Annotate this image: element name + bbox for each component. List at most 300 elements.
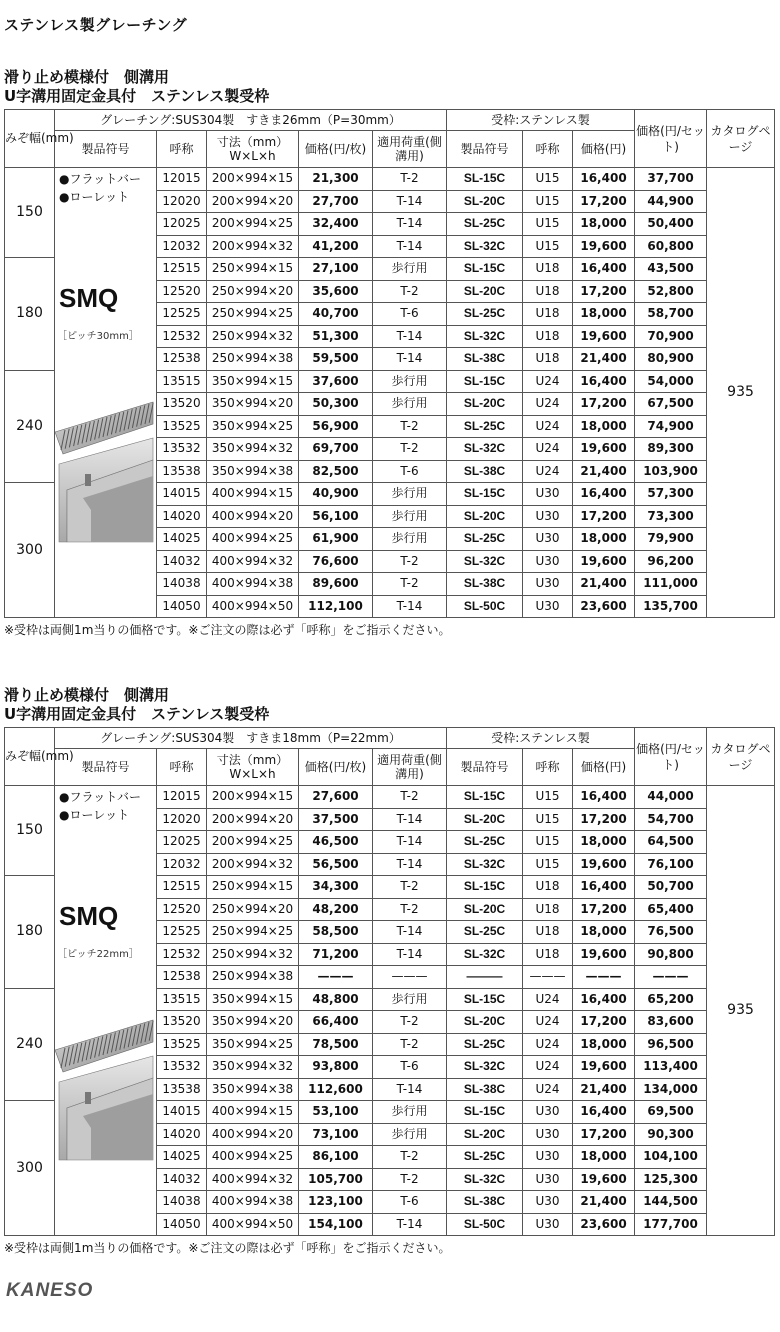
set-price-cell: 90,800 (635, 943, 707, 966)
price-cell: 76,600 (299, 550, 373, 573)
load-cell: T-14 (373, 595, 447, 618)
name-header: 呼称 (157, 131, 207, 168)
load-cell: T-14 (373, 943, 447, 966)
load-cell: T-14 (373, 921, 447, 944)
frame-code-cell: SL-38C (447, 460, 523, 483)
load-cell: 歩行用 (373, 483, 447, 506)
set-price-cell: 104,100 (635, 1146, 707, 1169)
name-cell: 12015 (157, 786, 207, 809)
frame-price-cell: 16,400 (573, 483, 635, 506)
frame-price-cell: 21,400 (573, 348, 635, 371)
price-cell: 105,700 (299, 1168, 373, 1191)
set-price-cell: 54,700 (635, 808, 707, 831)
frame-name-cell: U18 (523, 325, 573, 348)
frame-price-cell: 19,600 (573, 1168, 635, 1191)
frame-code-cell: SL-20C (447, 898, 523, 921)
set-price-cell: 58,700 (635, 303, 707, 326)
width-cell: 240 (5, 988, 55, 1101)
price-cell: 48,200 (299, 898, 373, 921)
frame-name-header: 呼称 (523, 749, 573, 786)
dims-cell: 400×994×20 (207, 1123, 299, 1146)
name-cell: 12515 (157, 876, 207, 899)
frame-name-cell: U15 (523, 853, 573, 876)
price-each-header: 価格(円/枚) (299, 749, 373, 786)
name-cell: 13538 (157, 1078, 207, 1101)
set-price-cell: 90,300 (635, 1123, 707, 1146)
name-cell: 13515 (157, 370, 207, 393)
frame-price-cell: 16,400 (573, 258, 635, 281)
frame-name-cell: U30 (523, 1101, 573, 1124)
feature-knurled: ●ローレット (59, 808, 130, 822)
load-cell: T-6 (373, 1056, 447, 1079)
name-cell: 14038 (157, 1191, 207, 1214)
frame-name-cell: U24 (523, 1011, 573, 1034)
load-header: 適用荷重(側溝用) (373, 749, 447, 786)
set-price-cell: 135,700 (635, 595, 707, 618)
load-cell: T-2 (373, 573, 447, 596)
feature-flatbar: ●フラットバー (59, 172, 141, 186)
catalog-page-cell: 935 (707, 786, 775, 1236)
frame-price-cell: 19,600 (573, 1056, 635, 1079)
frame-header: 受枠:ステンレス製 (447, 110, 635, 131)
frame-name-cell: U24 (523, 370, 573, 393)
dims-cell: 250×994×32 (207, 325, 299, 348)
frame-price-cell: 17,200 (573, 280, 635, 303)
frame-name-cell: U15 (523, 235, 573, 258)
dims-cell: 200×994×25 (207, 831, 299, 854)
set-price-cell: 70,900 (635, 325, 707, 348)
footnote: ※受枠は両側1m当りの価格です。※ご注文の際は必ず「呼称」をご指示ください。 (4, 1241, 451, 1255)
set-price-cell: 144,500 (635, 1191, 707, 1214)
frame-name-header: 呼称 (523, 131, 573, 168)
width-header: みぞ幅(mm) (5, 110, 55, 168)
dims-cell: 350×994×38 (207, 460, 299, 483)
grating-header: グレーチング:SUS304製 すきま26mm（P=30mm） (55, 110, 447, 131)
feature-knurled: ●ローレット (59, 190, 130, 204)
frame-price-cell: 18,000 (573, 831, 635, 854)
dims-cell: 400×994×15 (207, 483, 299, 506)
name-cell: 12515 (157, 258, 207, 281)
footnote: ※受枠は両側1m当りの価格です。※ご注文の際は必ず「呼称」をご指示ください。 (4, 623, 451, 637)
frame-price-cell: 21,400 (573, 1191, 635, 1214)
dims-cell: 350×994×20 (207, 1011, 299, 1034)
price-cell: 27,600 (299, 786, 373, 809)
frame-price-cell: 19,600 (573, 325, 635, 348)
frame-price-cell: ——— (573, 966, 635, 989)
frame-name-cell: U18 (523, 943, 573, 966)
set-price-cell: 96,200 (635, 550, 707, 573)
price-cell: 34,300 (299, 876, 373, 899)
name-cell: 14032 (157, 550, 207, 573)
price-cell: 82,500 (299, 460, 373, 483)
name-cell: 13525 (157, 1033, 207, 1056)
name-cell: 14020 (157, 1123, 207, 1146)
price-cell: 51,300 (299, 325, 373, 348)
load-cell: 歩行用 (373, 505, 447, 528)
name-cell: 14032 (157, 1168, 207, 1191)
frame-price-cell: 19,600 (573, 853, 635, 876)
table-row (5, 786, 775, 809)
dims-cell: 350×994×32 (207, 438, 299, 461)
dims-cell: 350×994×15 (207, 988, 299, 1011)
product-cell (55, 786, 157, 1236)
load-cell: T-2 (373, 1011, 447, 1034)
load-cell: T-2 (373, 1146, 447, 1169)
name-cell: 12532 (157, 943, 207, 966)
dims-cell: 400×994×32 (207, 550, 299, 573)
name-cell: 12020 (157, 190, 207, 213)
grating-product-image (55, 402, 153, 549)
name-cell: 13538 (157, 460, 207, 483)
set-price-cell: 80,900 (635, 348, 707, 371)
set-price-header: 価格(円/セット) (635, 110, 707, 168)
frame-code-cell: SL-20C (447, 280, 523, 303)
frame-name-cell: U24 (523, 988, 573, 1011)
price-cell: 40,700 (299, 303, 373, 326)
name-cell: 13525 (157, 415, 207, 438)
frame-name-cell: U30 (523, 550, 573, 573)
dims-cell: 250×994×32 (207, 943, 299, 966)
width-cell: 300 (5, 483, 55, 618)
frame-price-cell: 16,400 (573, 876, 635, 899)
set-price-cell: 76,100 (635, 853, 707, 876)
smq-logo: SMQ (59, 901, 119, 931)
frame-price-cell: 16,400 (573, 370, 635, 393)
frame-code-cell: SL-25C (447, 213, 523, 236)
dims-header: 寸法（mm）W×L×h (207, 749, 299, 786)
frame-name-cell: ——— (523, 966, 573, 989)
frame-code-cell: SL-15C (447, 988, 523, 1011)
frame-name-cell: U30 (523, 505, 573, 528)
load-cell: 歩行用 (373, 1123, 447, 1146)
frame-name-cell: U30 (523, 573, 573, 596)
set-price-cell: 177,700 (635, 1213, 707, 1236)
width-cell: 180 (5, 258, 55, 371)
set-price-cell: 44,000 (635, 786, 707, 809)
load-cell: T-14 (373, 853, 447, 876)
price-cell: 69,700 (299, 438, 373, 461)
set-price-cell: 111,000 (635, 573, 707, 596)
dims-cell: 200×994×32 (207, 853, 299, 876)
name-cell: 12032 (157, 853, 207, 876)
load-cell: T-2 (373, 168, 447, 191)
name-cell: 12025 (157, 831, 207, 854)
name-cell: 13520 (157, 393, 207, 416)
frame-price-cell: 18,000 (573, 303, 635, 326)
dims-cell: 250×994×20 (207, 280, 299, 303)
dims-cell: 200×994×15 (207, 168, 299, 191)
price-cell: 78,500 (299, 1033, 373, 1056)
set-price-cell: 134,000 (635, 1078, 707, 1101)
width-cell: 150 (5, 786, 55, 876)
frame-code-cell: SL-32C (447, 1168, 523, 1191)
set-price-cell: 83,600 (635, 1011, 707, 1034)
dims-cell: 350×994×25 (207, 1033, 299, 1056)
frame-code-cell: SL-20C (447, 1011, 523, 1034)
price-cell: 40,900 (299, 483, 373, 506)
frame-price-cell: 17,200 (573, 1011, 635, 1034)
name-cell: 14020 (157, 505, 207, 528)
dims-header: 寸法（mm）W×L×h (207, 131, 299, 168)
page-title: ステンレス製グレーチング (4, 16, 188, 34)
product-code-header: 製品符号 (55, 131, 157, 168)
frame-code-cell: SL-25C (447, 1033, 523, 1056)
dims-cell: 200×994×20 (207, 190, 299, 213)
grating-header: グレーチング:SUS304製 すきま18mm（P=22mm） (55, 728, 447, 749)
name-cell: 12025 (157, 213, 207, 236)
name-cell: 12532 (157, 325, 207, 348)
frame-code-cell: SL-20C (447, 190, 523, 213)
price-cell: 46,500 (299, 831, 373, 854)
dims-cell: 350×994×20 (207, 393, 299, 416)
price-cell: 35,600 (299, 280, 373, 303)
catalog-page-cell: 935 (707, 168, 775, 618)
load-cell: T-2 (373, 280, 447, 303)
frame-name-cell: U18 (523, 876, 573, 899)
price-table (4, 109, 775, 618)
dims-cell: 250×994×15 (207, 876, 299, 899)
frame-name-cell: U30 (523, 1146, 573, 1169)
frame-code-cell: SL-25C (447, 1146, 523, 1169)
load-cell: T-14 (373, 831, 447, 854)
price-cell: 48,800 (299, 988, 373, 1011)
set-price-cell: 103,900 (635, 460, 707, 483)
frame-code-cell: SL-20C (447, 808, 523, 831)
price-cell: 59,500 (299, 348, 373, 371)
frame-price-cell: 21,400 (573, 460, 635, 483)
dims-cell: 250×994×20 (207, 898, 299, 921)
name-cell: 14025 (157, 1146, 207, 1169)
frame-name-cell: U30 (523, 1213, 573, 1236)
frame-code-cell: SL-32C (447, 943, 523, 966)
frame-name-cell: U24 (523, 438, 573, 461)
dims-cell: 200×994×32 (207, 235, 299, 258)
frame-code-cell: SL-32C (447, 550, 523, 573)
frame-price-cell: 18,000 (573, 1033, 635, 1056)
load-cell: T-14 (373, 1078, 447, 1101)
frame-code-cell: SL-15C (447, 258, 523, 281)
frame-price-cell: 17,200 (573, 1123, 635, 1146)
load-cell: T-2 (373, 876, 447, 899)
price-cell: 21,300 (299, 168, 373, 191)
price-cell: 50,300 (299, 393, 373, 416)
price-cell: ——— (299, 966, 373, 989)
load-cell: T-2 (373, 1168, 447, 1191)
frame-name-cell: U30 (523, 1168, 573, 1191)
dims-cell: 400×994×50 (207, 1213, 299, 1236)
frame-code-cell: ——— (447, 966, 523, 989)
price-cell: 56,100 (299, 505, 373, 528)
frame-name-cell: U18 (523, 258, 573, 281)
frame-code-cell: SL-32C (447, 853, 523, 876)
set-price-cell: 44,900 (635, 190, 707, 213)
name-cell: 12020 (157, 808, 207, 831)
set-price-cell: 37,700 (635, 168, 707, 191)
load-cell: T-2 (373, 415, 447, 438)
dims-cell: 400×994×25 (207, 1146, 299, 1169)
price-cell: 73,100 (299, 1123, 373, 1146)
name-cell: 14050 (157, 1213, 207, 1236)
set-price-cell: 60,800 (635, 235, 707, 258)
set-price-cell: 67,500 (635, 393, 707, 416)
frame-price-cell: 18,000 (573, 415, 635, 438)
dims-cell: 200×994×15 (207, 786, 299, 809)
load-cell: T-2 (373, 438, 447, 461)
price-cell: 112,100 (299, 595, 373, 618)
name-cell: 12538 (157, 348, 207, 371)
frame-code-cell: SL-15C (447, 483, 523, 506)
load-cell: T-14 (373, 348, 447, 371)
frame-price-cell: 17,200 (573, 393, 635, 416)
frame-price-cell: 17,200 (573, 898, 635, 921)
frame-price-cell: 16,400 (573, 786, 635, 809)
load-cell: T-2 (373, 898, 447, 921)
feature-flatbar: ●フラットバー (59, 790, 141, 804)
load-cell: T-2 (373, 786, 447, 809)
price-cell: 37,600 (299, 370, 373, 393)
frame-header: 受枠:ステンレス製 (447, 728, 635, 749)
price-cell: 37,500 (299, 808, 373, 831)
smq-logo: SMQ (59, 283, 119, 313)
price-each-header: 価格(円/枚) (299, 131, 373, 168)
load-cell: T-6 (373, 1191, 447, 1214)
set-price-cell: 96,500 (635, 1033, 707, 1056)
frame-name-cell: U18 (523, 898, 573, 921)
frame-code-cell: SL-25C (447, 303, 523, 326)
section-subtitle: U字溝用固定金具付 ステンレス製受枠 (4, 705, 270, 723)
frame-code-cell: SL-50C (447, 595, 523, 618)
frame-price-cell: 21,400 (573, 1078, 635, 1101)
dims-cell: 400×994×15 (207, 1101, 299, 1124)
name-cell: 12520 (157, 898, 207, 921)
dims-cell: 400×994×32 (207, 1168, 299, 1191)
load-cell: T-14 (373, 808, 447, 831)
load-cell: T-14 (373, 190, 447, 213)
frame-name-cell: U15 (523, 168, 573, 191)
price-cell: 58,500 (299, 921, 373, 944)
set-price-cell: 89,300 (635, 438, 707, 461)
dims-cell: 400×994×50 (207, 595, 299, 618)
price-cell: 93,800 (299, 1056, 373, 1079)
load-cell: T-6 (373, 460, 447, 483)
frame-name-cell: U15 (523, 808, 573, 831)
name-header: 呼称 (157, 749, 207, 786)
frame-price-cell: 17,200 (573, 190, 635, 213)
set-price-cell: 73,300 (635, 505, 707, 528)
price-cell: 41,200 (299, 235, 373, 258)
load-cell: T-14 (373, 235, 447, 258)
dims-cell: 200×994×25 (207, 213, 299, 236)
frame-code-cell: SL-15C (447, 168, 523, 191)
set-price-cell: 64,500 (635, 831, 707, 854)
load-header: 適用荷重(側溝用) (373, 131, 447, 168)
frame-code-cell: SL-32C (447, 235, 523, 258)
name-cell: 14025 (157, 528, 207, 551)
pitch-label: ［ピッチ22mm］ (57, 949, 139, 960)
price-cell: 154,100 (299, 1213, 373, 1236)
frame-code-cell: SL-38C (447, 1078, 523, 1101)
name-cell: 12015 (157, 168, 207, 191)
frame-name-cell: U18 (523, 303, 573, 326)
frame-name-cell: U30 (523, 528, 573, 551)
frame-price-cell: 17,200 (573, 505, 635, 528)
load-cell: T-14 (373, 213, 447, 236)
dims-cell: 350×994×32 (207, 1056, 299, 1079)
name-cell: 14015 (157, 1101, 207, 1124)
load-cell: T-6 (373, 303, 447, 326)
set-price-cell: ——— (635, 966, 707, 989)
dims-cell: 250×994×25 (207, 303, 299, 326)
dims-cell: 400×994×25 (207, 528, 299, 551)
frame-code-cell: SL-20C (447, 1123, 523, 1146)
price-cell: 71,200 (299, 943, 373, 966)
frame-price-cell: 21,400 (573, 573, 635, 596)
load-cell: T-14 (373, 325, 447, 348)
name-cell: 13532 (157, 1056, 207, 1079)
grating-product-image (55, 1020, 153, 1167)
frame-price-cell: 18,000 (573, 921, 635, 944)
frame-name-cell: U18 (523, 280, 573, 303)
frame-name-cell: U24 (523, 1056, 573, 1079)
set-price-cell: 65,400 (635, 898, 707, 921)
frame-code-header: 製品符号 (447, 749, 523, 786)
set-price-header: 価格(円/セット) (635, 728, 707, 786)
brand-logo: KANESO (6, 1280, 94, 1301)
frame-code-cell: SL-15C (447, 1101, 523, 1124)
set-price-cell: 57,300 (635, 483, 707, 506)
frame-name-cell: U24 (523, 393, 573, 416)
set-price-cell: 65,200 (635, 988, 707, 1011)
dims-cell: 350×994×25 (207, 415, 299, 438)
name-cell: 12032 (157, 235, 207, 258)
set-price-cell: 69,500 (635, 1101, 707, 1124)
frame-price-header: 価格(円) (573, 131, 635, 168)
frame-code-cell: SL-38C (447, 348, 523, 371)
price-cell: 53,100 (299, 1101, 373, 1124)
set-price-cell: 125,300 (635, 1168, 707, 1191)
frame-code-cell: SL-32C (447, 1056, 523, 1079)
name-cell: 13532 (157, 438, 207, 461)
frame-price-cell: 18,000 (573, 1146, 635, 1169)
section-subtitle: U字溝用固定金具付 ステンレス製受枠 (4, 87, 270, 105)
frame-name-cell: U15 (523, 190, 573, 213)
frame-price-cell: 23,600 (573, 1213, 635, 1236)
frame-code-cell: SL-15C (447, 876, 523, 899)
set-price-cell: 74,900 (635, 415, 707, 438)
price-cell: 61,900 (299, 528, 373, 551)
load-cell: T-2 (373, 1033, 447, 1056)
frame-name-cell: U24 (523, 460, 573, 483)
dims-cell: 400×994×38 (207, 573, 299, 596)
section-title: 滑り止め模様付 側溝用 (4, 68, 170, 86)
catalog-header: カタログページ (707, 728, 775, 786)
frame-name-cell: U24 (523, 1033, 573, 1056)
frame-code-cell: SL-20C (447, 393, 523, 416)
price-cell: 112,600 (299, 1078, 373, 1101)
width-cell: 180 (5, 876, 55, 989)
set-price-cell: 52,800 (635, 280, 707, 303)
frame-code-cell: SL-25C (447, 921, 523, 944)
load-cell: 歩行用 (373, 258, 447, 281)
frame-name-cell: U15 (523, 831, 573, 854)
name-cell: 14050 (157, 595, 207, 618)
dims-cell: 250×994×38 (207, 966, 299, 989)
frame-name-cell: U30 (523, 1123, 573, 1146)
frame-price-cell: 19,600 (573, 438, 635, 461)
dims-cell: 250×994×15 (207, 258, 299, 281)
frame-code-cell: SL-25C (447, 528, 523, 551)
product-cell (55, 168, 157, 618)
